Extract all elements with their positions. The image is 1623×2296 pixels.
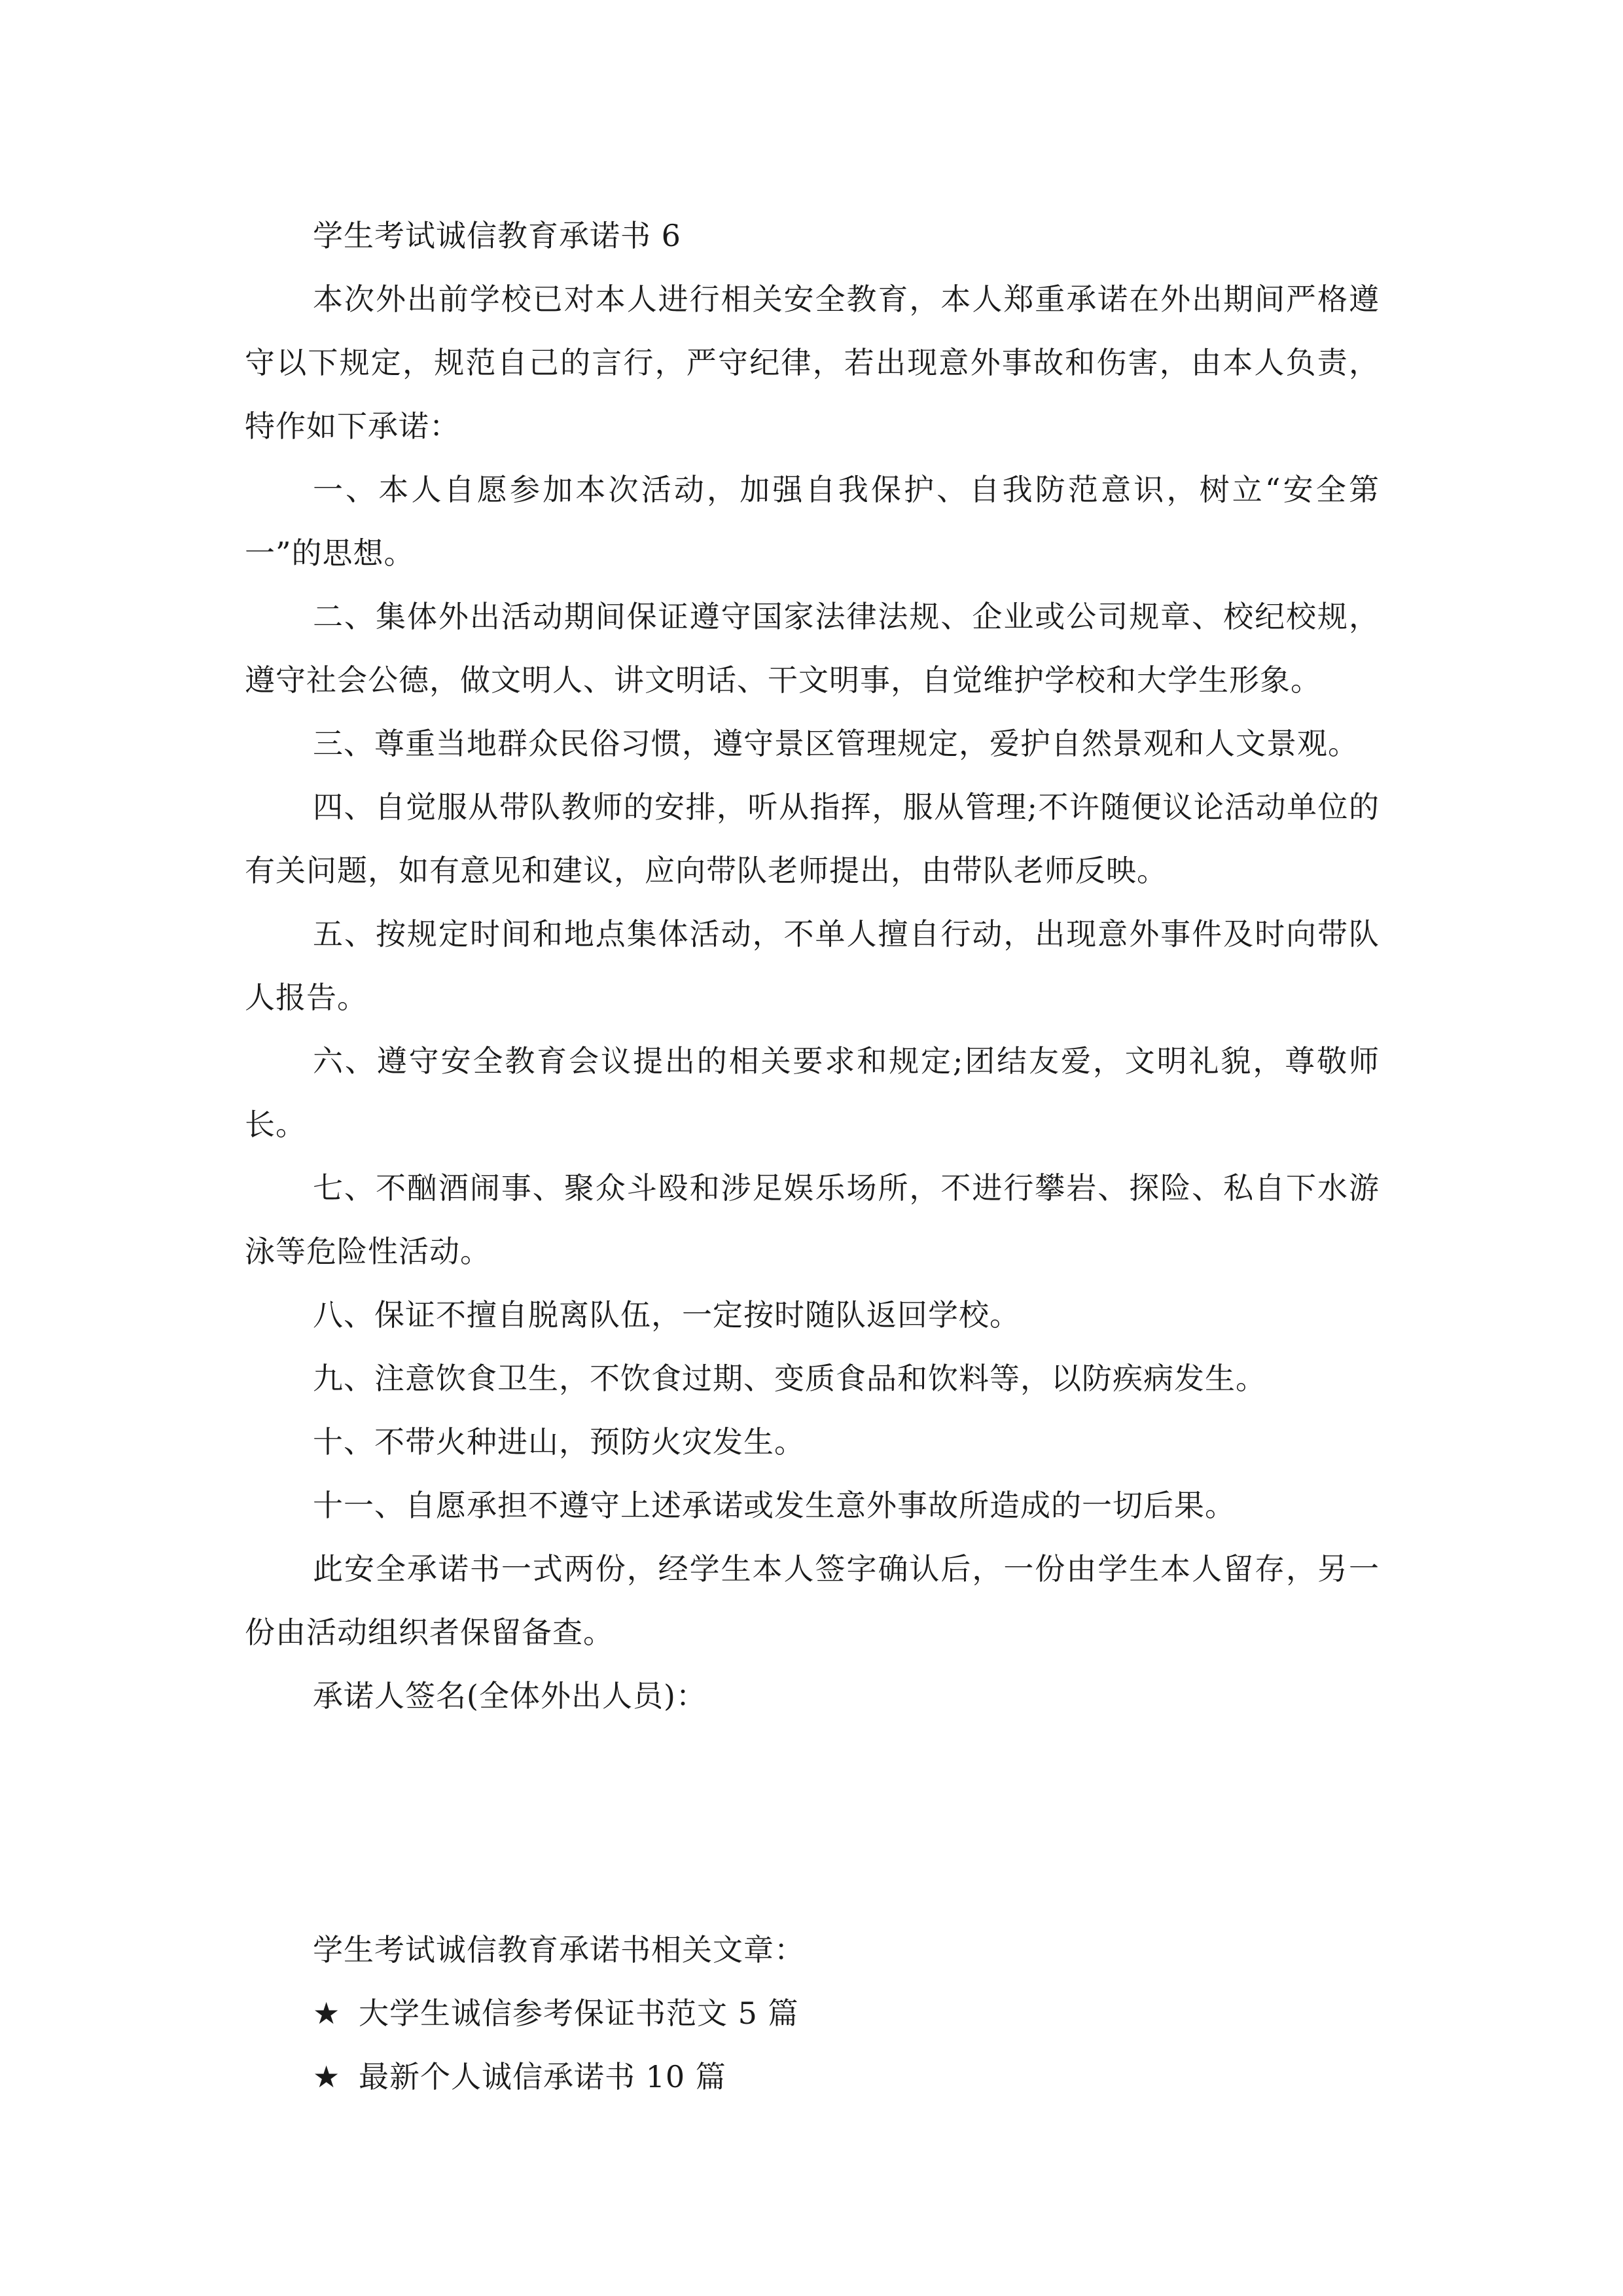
document-title: 学生考试诚信教育承诺书 6 xyxy=(313,218,681,253)
star-icon: ★ xyxy=(313,2059,341,2094)
related-heading: 学生考试诚信教育承诺书相关文章： xyxy=(313,1932,805,1967)
related-link-label: 大学生诚信参考保证书范文 5 篇 xyxy=(359,1996,799,2031)
commitment-item-2: 二、集体外出活动期间保证遵守国家法律法规、企业或公司规章、校纪校规，遵守社会公德，做文明人、讲文明话、干文明事，自觉维护学校和大学生形象。 xyxy=(245,599,1380,698)
intro-paragraph: 本次外出前学校已对本人进行相关安全教育，本人郑重承诺在外出期间严格遵守以下规定，规范自己的言行，严守纪律，若出现意外事故和伤害，由本人负责，特作如下承诺： xyxy=(245,281,1380,444)
related-articles xyxy=(245,1918,1380,2109)
related-link-1[interactable] xyxy=(245,1982,1380,2045)
related-link-label: 最新个人诚信承诺书 10 篇 xyxy=(359,2059,726,2094)
commitment-item-10: 十、不带火种进山，预防火灾发生。 xyxy=(313,1424,805,1460)
commitment-item-8: 八、保证不擅自脱离队伍，一定按时随队返回学校。 xyxy=(313,1297,1020,1333)
commitment-item-5: 五、按规定时间和地点集体活动，不单人擅自行动，出现意外事件及时向带队人报告。 xyxy=(245,916,1380,1015)
star-icon: ★ xyxy=(313,1996,341,2031)
commitment-item-1: 一、本人自愿参加本次活动，加强自我保护、自我防范意识，树立“安全第一”的思想。 xyxy=(245,472,1380,571)
signature-line: 承诺人签名(全体外出人员)： xyxy=(313,1678,707,1713)
related-link-2[interactable] xyxy=(245,2045,1380,2109)
commitment-item-4: 四、自觉服从带队教师的安排，听从指挥，服从管理;不许随便议论活动单位的有关问题，如有意见和建议，应向带队老师提出，由带队老师反映。 xyxy=(245,789,1380,888)
closing-paragraph: 此安全承诺书一式两份，经学生本人签字确认后，一份由学生本人留存，另一份由活动组织者保留备查。 xyxy=(245,1551,1380,1650)
commitment-item-11: 十一、自愿承担不遵守上述承诺或发生意外事故所造成的一切后果。 xyxy=(313,1488,1236,1523)
commitment-item-9: 九、注意饮食卫生，不饮食过期、变质食品和饮料等，以防疾病发生。 xyxy=(313,1361,1266,1396)
commitment-item-3: 三、尊重当地群众民俗习惯，遵守景区管理规定，爱护自然景观和人文景观。 xyxy=(313,726,1359,761)
commitment-item-6: 六、遵守安全教育会议提出的相关要求和规定;团结友爱，文明礼貌，尊敬师长。 xyxy=(245,1043,1380,1142)
commitment-item-7: 七、不酗酒闹事、聚众斗殴和涉足娱乐场所，不进行攀岩、探险、私自下水游泳等危险性活动。 xyxy=(245,1170,1380,1269)
document-content xyxy=(245,204,1380,2109)
